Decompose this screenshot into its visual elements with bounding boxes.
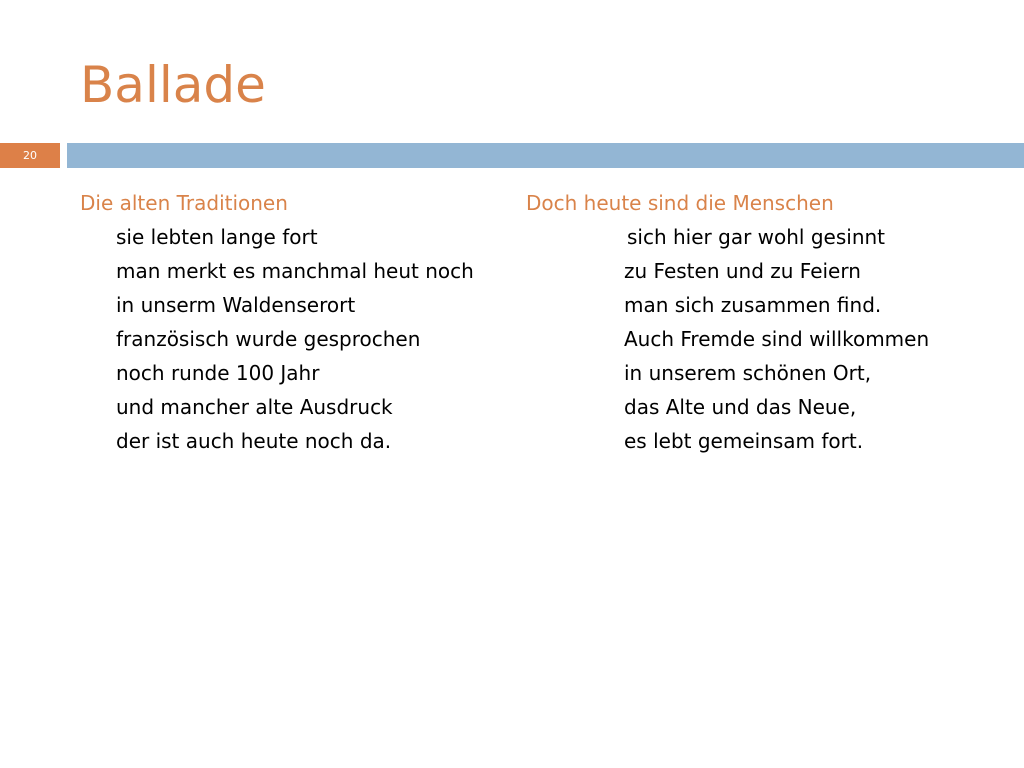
verse-line: sich hier gar wohl gesinnt [627,225,886,249]
verse-line: französisch wurde gesprochen [116,327,421,351]
slide-number-badge [0,143,60,168]
stanza-right-heading: Doch heute sind die Menschen [526,191,834,215]
verse-line: zu Festen und zu Feiern [624,259,861,283]
verse-line: und mancher alte Ausdruck [116,395,393,419]
verse-line: das Alte und das Neue, [624,395,857,419]
verse-line: in unserem schönen Ort, [624,361,872,385]
slide-title: Ballade [80,56,266,114]
verse-line: man sich zusammen find. [624,293,882,317]
stanza-left-heading: Die alten Traditionen [80,191,288,215]
title-divider-bar [67,143,1024,168]
verse-line: noch runde 100 Jahr [116,361,320,385]
verse-line: Auch Fremde sind willkommen [624,327,930,351]
slide-number: 20 [23,149,37,162]
stanza-left [80,186,510,458]
verse-line: der ist auch heute noch da. [116,429,392,453]
verse-line: man merkt es manchmal heut noch [116,259,474,283]
stanza-right [526,186,996,458]
verse-line: es lebt gemeinsam fort. [624,429,864,453]
verse-line: sie lebten lange fort [116,225,318,249]
verse-line: in unserm Waldenserort [116,293,356,317]
